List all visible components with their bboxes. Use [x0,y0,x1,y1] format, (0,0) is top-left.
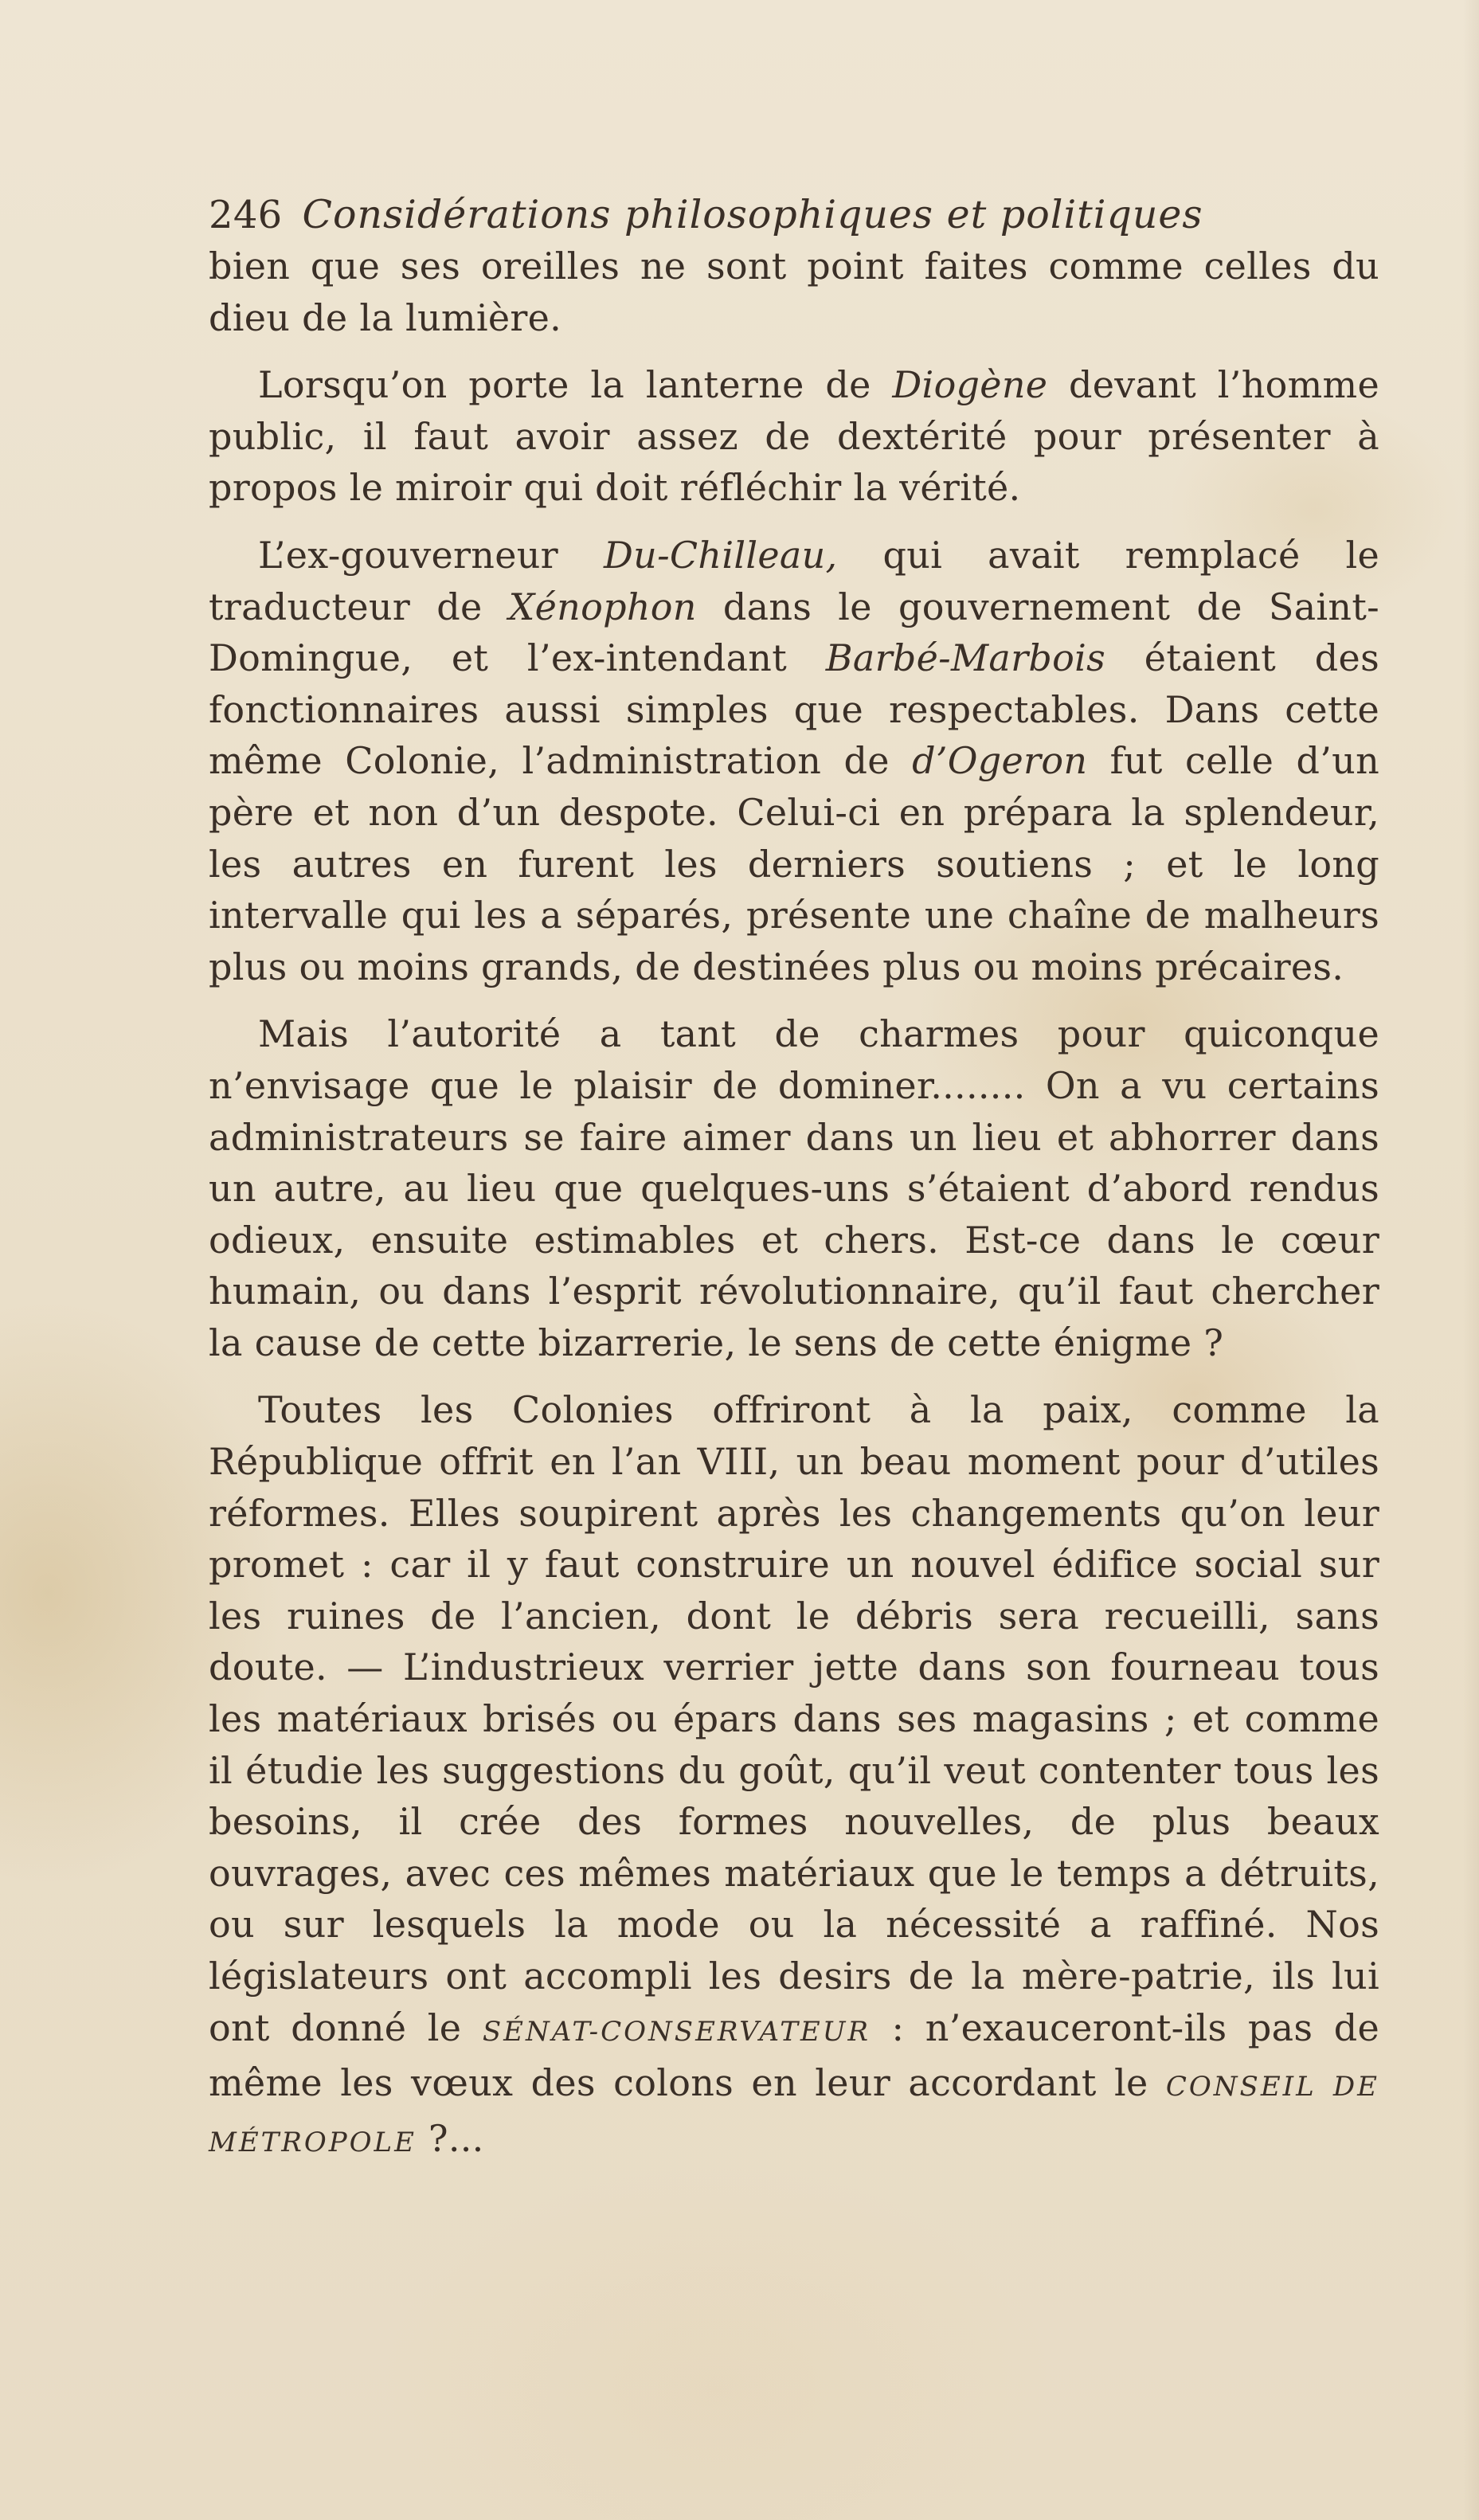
page-number: 246 [209,193,283,237]
paragraph-3-text-g: étaient des fonctionnaires aussi simples que respectables. Dans cette même Colonie, l’administration de [209,636,1379,783]
paragraph-3 [209,530,1379,992]
name-xenophon: Xénophon [508,585,697,628]
page-edge-shadow [1463,0,1479,2520]
paragraph-3-text-c: qui avait remplacé le traducteur de [209,533,1379,628]
paragraph-3-text-i: fut celle d’un père et non d’un despote. Celui-ci en prépara la splendeur, les autres en furent les derniers soutiens ; et le long intervalle qui les a séparés, présente une chaîne de malheurs plus ou moins grands, de destinées plus ou moins précaires. [209,739,1379,988]
paragraph-5 [209,1384,1379,2168]
paragraph-5-text-e: ?... [416,2116,484,2160]
paragraph-2-text-c: devant l’homme public, il faut avoir assez de dextérité pour présenter à propos le miroir qui doit réfléchir la vérité. [209,363,1379,510]
paragraph-2-text-a: Lorsqu’on porte la lanterne de [258,363,893,407]
paragraph-3-text-e: dans le gouvernement de Saint-Domingue, et l’ex-intendant [209,585,1379,680]
paragraph-3-text-a: L’ex-gouverneur [258,533,604,577]
running-head [209,190,1379,241]
paragraph-1: bien que ses oreilles ne sont point faites comme celles du dieu de la lumière. [209,245,1379,339]
senat-conservateur: SÉNAT-CONSERVATEUR [482,2015,871,2048]
paragraph-5-text-a: Toutes les Colonies offriront à la paix, comme la République offrit en l’an VIII, un beau moment pour d’utiles réformes. Elles soupirent après les changements qu’on leur promet : car il y faut construire un nouvel édifice social sur les ruines de l’ancien, dont le débris sera recueilli, sans doute. — L’industrieux verrier jette dans son fourneau tous les matériaux brisés ou épars dans ses magasins ; et comme il étudie les suggestions du goût, qu’il veut contenter tous les besoins, il crée des formes nouvelles, de plus beaux ouvrages, avec ces mêmes matériaux que le temps a détruits, ou sur lesquels la mode ou la nécessité a raffiné. Nos législateurs ont accompli les desirs de la mère-patrie, ils lui ont donné le [209,1388,1379,2049]
paragraph-2 [209,359,1379,514]
name-du-chilleau: Du-Chilleau, [603,533,838,577]
text-block [209,190,1379,2184]
paragraph-4: Mais l’autorité a tant de charmes pour quiconque n’envisage que le plaisir de dominer........ On a vu certains administrateurs se faire aimer dans un lieu et abhorrer dans un autre, au lieu que quelques-uns s’étaient d’abord rendus odieux, ensuite estimables et chers. Est-ce dans le cœur humain, ou dans l’esprit révolutionnaire, qu’il faut chercher la cause de cette bizarrerie, le sens de cette énigme ? [209,1012,1379,1364]
name-d-ogeron: d’Ogeron [912,739,1088,783]
running-title: Considérations philosophiques et politiques [302,192,1203,237]
name-diogene: Diogène [892,363,1048,407]
name-barbe-marbois: Barbé-Marbois [825,636,1106,680]
paragraph-5-text-c: : n’exauceront-ils pas de même les vœux des colons en leur accordant le [209,2005,1380,2105]
conseil-de-metropole: CONSEIL DE MÉTROPOLE [209,2071,1379,2158]
